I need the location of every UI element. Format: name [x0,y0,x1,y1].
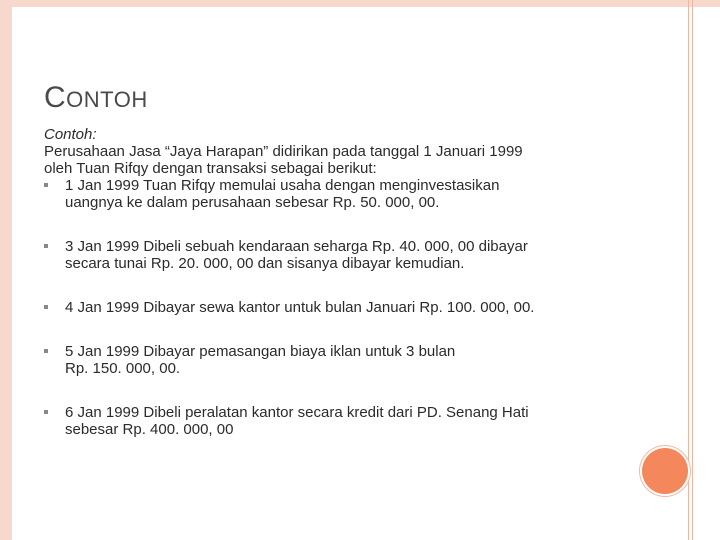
bullet-icon [44,305,48,309]
list-item [44,404,644,438]
slide-title [44,78,148,115]
list-item-line: uangnya ke dalam perusahaan sebesar Rp. 50. 000, 00. [65,194,440,211]
list-item-line: 1 Jan 1999 Tuan Rifqy memulai usaha dengan menginvestasikan [65,177,500,194]
intro-line-2: oleh Tuan Rifqy dengan transaksi sebagai berikut: [44,160,377,177]
list-item [44,299,644,316]
bullet-icon [44,349,48,353]
bullet-icon [44,410,48,414]
right-decorative-rule [688,0,693,540]
transaction-list [44,177,644,438]
list-item-line: Rp. 150. 000, 00. [65,360,181,377]
list-item [44,238,644,272]
list-item [44,177,644,211]
list-item-line: 3 Jan 1999 Dibeli sebuah kendaraan seharga Rp. 40. 000, 00 dibayar [65,238,528,255]
intro-label: Contoh: [44,126,97,143]
list-item [44,343,644,377]
list-item-line: 6 Jan 1999 Dibeli peralatan kantor secara kredit dari PD. Senang Hati [65,404,529,421]
list-item-line: secara tunai Rp. 20. 000, 00 dan sisanya dibayar kemudian. [65,255,465,272]
intro-line-1: Perusahaan Jasa “Jaya Harapan” didirikan pada tanggal 1 Januari 1999 [44,143,523,160]
accent-circle [642,448,688,494]
slide-body [44,126,644,438]
bullet-icon [44,183,48,187]
list-item-line: 4 Jan 1999 Dibayar sewa kantor untuk bulan Januari Rp. 100. 000, 00. [65,299,535,316]
slide-title-rest: ONTOH [66,87,148,112]
list-item-line: 5 Jan 1999 Dibayar pemasangan biaya iklan untuk 3 bulan [65,343,456,360]
bullet-icon [44,244,48,248]
list-item-line: sebesar Rp. 400. 000, 00 [65,421,234,438]
slide-title-initial: C [44,81,67,114]
